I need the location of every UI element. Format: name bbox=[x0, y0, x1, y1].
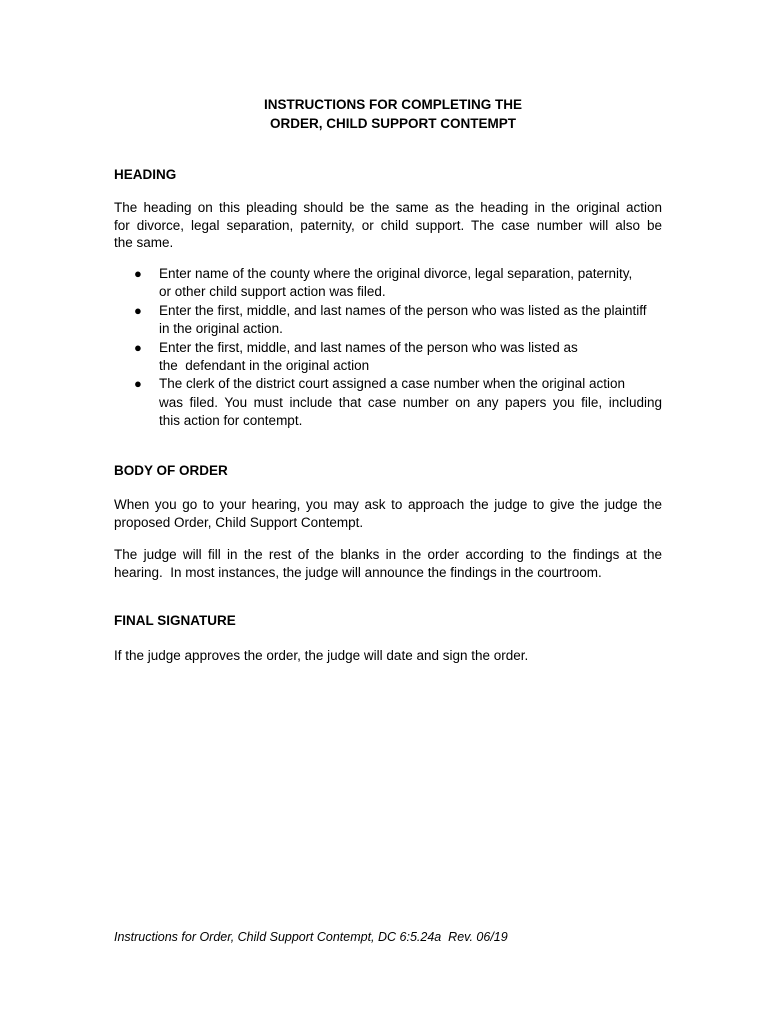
list-item bbox=[114, 302, 662, 339]
paragraph-line: hearing. In most instances, the judge will announce the findings in the courtroom. bbox=[114, 564, 602, 580]
document-title bbox=[0, 95, 770, 133]
list-item-line: The clerk of the district court assigned a case number when the original action bbox=[159, 376, 625, 392]
title-line-2: ORDER, CHILD SUPPORT CONTEMPT bbox=[269, 116, 516, 131]
list-item bbox=[114, 339, 662, 376]
paragraph-line: When you go to your hearing, you may ask to approach the judge to give the judge the bbox=[114, 497, 662, 512]
heading-paragraph bbox=[114, 199, 662, 252]
list-item-line: Enter the first, middle, and last names of the person who was listed as the plaintiff bbox=[159, 302, 647, 318]
bullet-icon: ● bbox=[134, 339, 142, 355]
title-line-1: INSTRUCTIONS FOR COMPLETING THE bbox=[264, 97, 522, 112]
bullet-icon: ● bbox=[134, 266, 142, 281]
paragraph-line: The judge will fill in the rest of the blanks in the order according to the findings at the bbox=[114, 547, 662, 562]
paragraph-line: for divorce, legal separation, paternity, or child support. The case number will also be bbox=[114, 217, 662, 233]
document-footer: Instructions for Order, Child Support Contempt, DC 6:5.24a Rev. 06/19 bbox=[114, 930, 508, 944]
paragraph-line: the same. bbox=[114, 235, 174, 250]
list-item bbox=[114, 375, 662, 430]
section-heading-body-of-order: BODY OF ORDER bbox=[114, 463, 228, 478]
body-paragraph-1 bbox=[114, 496, 662, 531]
list-item-line: Enter name of the county where the original divorce, legal separation, paternity, bbox=[159, 266, 633, 281]
bullet-icon: ● bbox=[134, 302, 142, 318]
paragraph-line: proposed Order, Child Support Contempt. bbox=[114, 514, 364, 530]
bullet-icon: ● bbox=[134, 376, 142, 392]
list-item-line: this action for contempt. bbox=[159, 413, 303, 429]
list-item-line: or other child support action was filed. bbox=[159, 284, 386, 300]
section-heading-heading: HEADING bbox=[114, 167, 177, 182]
list-item-line: was filed. You must include that case number on any papers you file, including bbox=[159, 394, 662, 410]
body-paragraph-2 bbox=[114, 546, 662, 581]
list-item-line: Enter the first, middle, and last names of the person who was listed as bbox=[159, 339, 578, 355]
list-item-line: in the original action. bbox=[159, 321, 283, 337]
heading-bullet-list bbox=[114, 265, 662, 431]
list-item bbox=[114, 265, 662, 302]
paragraph-line: The heading on this pleading should be the same as the heading in the original action bbox=[114, 200, 662, 215]
list-item-line: the defendant in the original action bbox=[159, 358, 370, 374]
section-heading-final-signature: FINAL SIGNATURE bbox=[114, 613, 236, 628]
signature-paragraph: If the judge approves the order, the judge will date and sign the order. bbox=[114, 648, 529, 663]
